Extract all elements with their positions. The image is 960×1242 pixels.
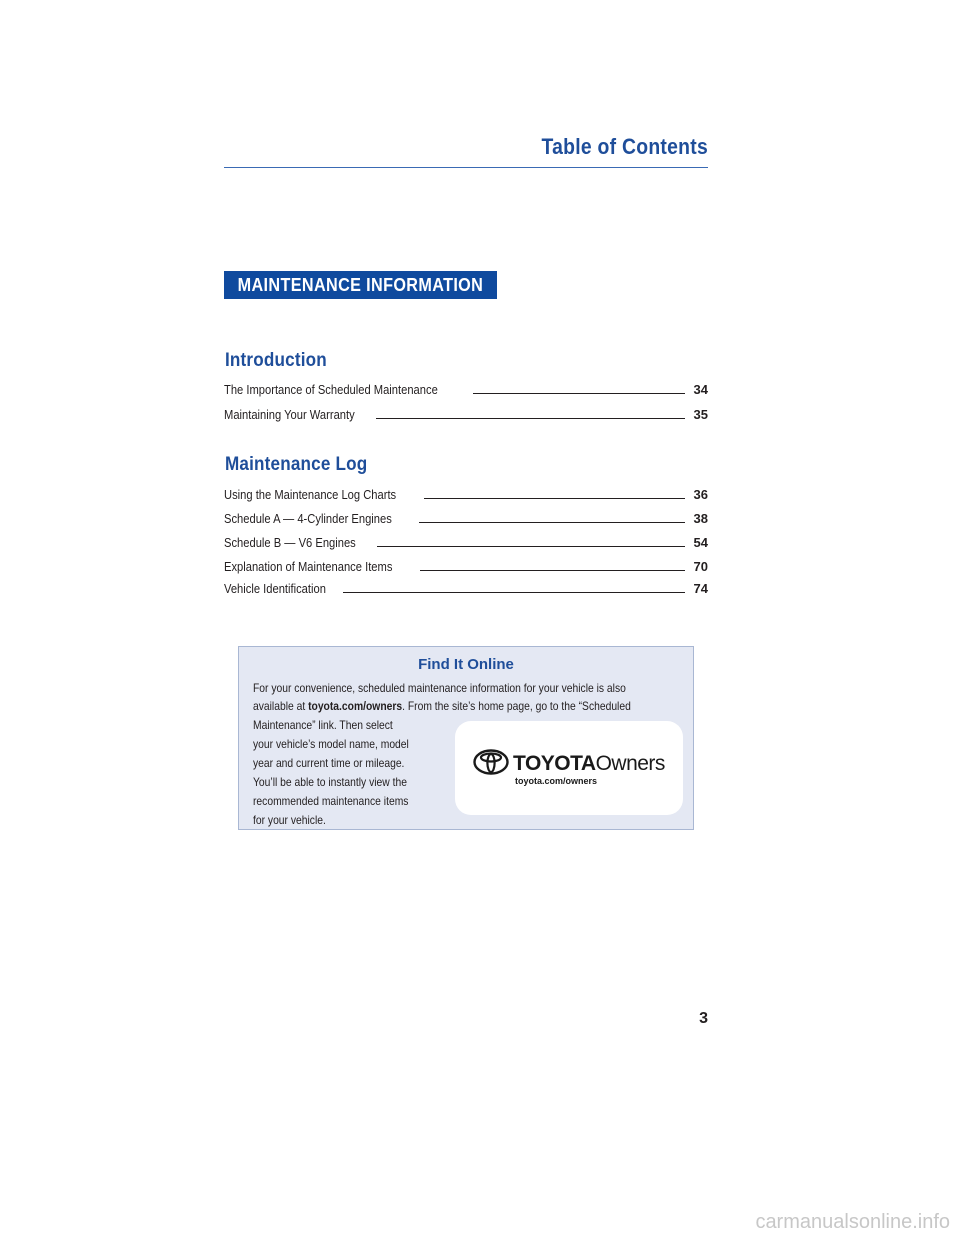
- toc-entry[interactable]: [224, 484, 708, 502]
- toc-leader-line: [343, 592, 685, 593]
- toc-entry-label: The Importance of Scheduled Maintenance: [224, 382, 438, 397]
- section-banner-label: MAINTENANCE INFORMATION: [237, 274, 484, 295]
- logo-wordmark: [513, 752, 665, 776]
- info-text-line: [253, 697, 631, 716]
- title-divider: [224, 167, 708, 168]
- toc-entry-label: Schedule A — 4-Cylinder Engines: [224, 511, 392, 526]
- watermark: carmanualsonline.info: [755, 1211, 950, 1233]
- logo-url: toyota.com/owners: [515, 776, 598, 786]
- toc-entry-page: 54: [693, 535, 708, 550]
- info-text-line: For your convenience, scheduled maintenance information for your vehicle is also: [253, 681, 626, 695]
- find-it-online-title: Find It Online: [418, 656, 514, 673]
- toc-entry[interactable]: [224, 578, 708, 596]
- info-text-line: for your vehicle.: [253, 813, 326, 827]
- toc-entry-label: Maintaining Your Warranty: [224, 407, 355, 422]
- toc-leader-line: [419, 522, 684, 523]
- toc-entry[interactable]: [224, 508, 708, 526]
- toc-entry-label: Using the Maintenance Log Charts: [224, 487, 397, 502]
- toc-entry-label: Schedule B — V6 Engines: [224, 535, 356, 550]
- toc-entry-page: 36: [693, 487, 708, 502]
- toc-entry[interactable]: [224, 532, 708, 550]
- group-heading-maintenance-log: Maintenance Log: [225, 454, 368, 475]
- group-heading-introduction: Introduction: [225, 350, 327, 371]
- toc-leader-line: [377, 546, 684, 547]
- toc-entry-page: 74: [693, 581, 708, 596]
- toc-entry-label: Vehicle Identification: [224, 581, 326, 596]
- toc-entry[interactable]: [224, 404, 708, 422]
- toc-leader-line: [420, 570, 685, 571]
- toc-leader-line: [473, 393, 685, 394]
- toc-entry[interactable]: [224, 379, 708, 397]
- toyota-emblem-icon: [473, 749, 509, 775]
- logo-brand-suffix: Owners: [595, 752, 665, 775]
- toc-entry-page: 34: [693, 382, 708, 397]
- info-text-line: your vehicle’s model name, model: [253, 737, 409, 751]
- toc-entry[interactable]: [224, 556, 708, 574]
- toc-entry-page: 70: [693, 559, 708, 574]
- toc-leader-line: [424, 498, 684, 499]
- page-title: Table of Contents: [541, 134, 708, 159]
- section-banner: [224, 271, 497, 299]
- page-number: 3: [699, 1010, 708, 1027]
- info-text-fragment: . From the site’s home page, go to the “Scheduled: [402, 699, 631, 713]
- owners-site-link[interactable]: toyota.com/owners: [308, 699, 403, 713]
- info-text-line: recommended maintenance items: [253, 794, 409, 808]
- info-text-line: year and current time or mileage.: [253, 756, 405, 770]
- info-text-fragment: available at: [253, 699, 309, 713]
- toc-entry-label: Explanation of Maintenance Items: [224, 559, 393, 574]
- toc-entry-page: 38: [693, 511, 708, 526]
- toc-leader-line: [376, 418, 685, 419]
- toyota-owners-logo: [455, 721, 683, 815]
- info-text-line: You’ll be able to instantly view the: [253, 775, 407, 789]
- logo-brand-name: TOYOTA: [513, 752, 596, 775]
- info-text-line: Maintenance” link. Then select: [253, 718, 393, 732]
- find-it-online-box: [238, 646, 694, 830]
- toc-entry-page: 35: [693, 407, 708, 422]
